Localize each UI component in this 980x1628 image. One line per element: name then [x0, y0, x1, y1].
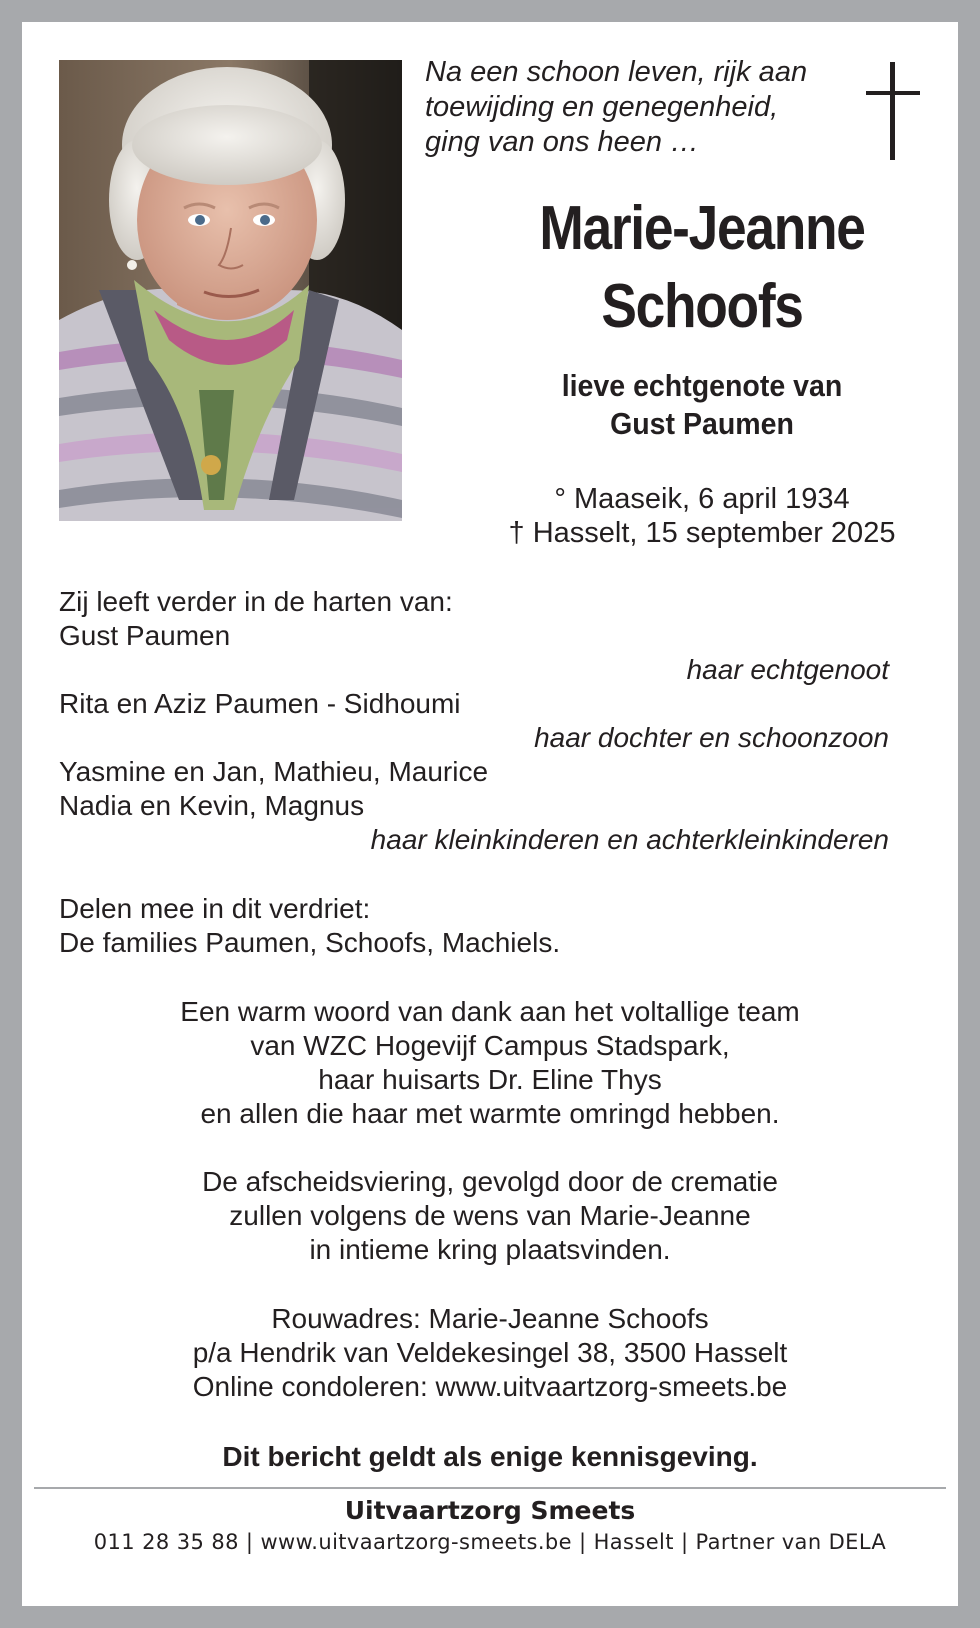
family-name: Nadia en Kevin, Magnus	[59, 790, 365, 821]
shared-grief	[59, 892, 889, 960]
ceremony-line: zullen volgens de wens van Marie-Jeanne	[229, 1200, 751, 1231]
funeral-home-contact: 011 28 35 88 | www.uitvaartzorg-smeets.be | Hasselt | Partner van DELA	[93, 1530, 887, 1554]
deceased-name	[461, 190, 943, 346]
intro-line: ging van ons heen …	[425, 126, 700, 158]
birth-date: ° Maaseik, 6 april 1934	[554, 483, 850, 515]
thanks-line: van WZC Hogevijf Campus Stadspark,	[250, 1030, 730, 1061]
notice-text: Dit bericht geldt als enige kennisgeving.	[222, 1441, 758, 1472]
footer-divider	[34, 1487, 946, 1489]
spouse-relation	[444, 367, 959, 443]
family-name: Rita en Aziz Paumen - Sidhoumi	[59, 688, 461, 719]
thanks-text	[22, 995, 958, 1131]
share-intro: Delen mee in dit verdriet:	[59, 893, 371, 924]
family-intro: Zij leeft verder in de harten van:	[59, 586, 453, 617]
address-line: p/a Hendrik van Veldekesingel 38, 3500 Hasselt	[192, 1337, 788, 1368]
portrait-photo	[59, 60, 402, 521]
address-line: Rouwadres: Marie-Jeanne Schoofs	[271, 1303, 709, 1334]
ceremony-text	[22, 1165, 958, 1267]
death-date: † Hasselt, 15 september 2025	[508, 517, 896, 549]
life-dates	[422, 482, 980, 550]
thanks-line: en allen die haar met warmte omringd hebben.	[200, 1098, 780, 1129]
family-name: Yasmine en Jan, Mathieu, Maurice	[59, 756, 489, 787]
ceremony-line: De afscheidsviering, gevolgd door de crematie	[202, 1166, 778, 1197]
ceremony-line: in intieme kring plaatsvinden.	[309, 1234, 671, 1265]
latin-cross-icon	[864, 62, 924, 164]
intro-line: toewijding en genegenheid,	[425, 91, 779, 123]
intro-text	[425, 55, 845, 160]
first-name: Marie-Jeanne	[539, 194, 865, 263]
relation-line: lieve echtgenote van	[561, 368, 843, 403]
family-relation: haar kleinkinderen en achterkleinkinderen	[370, 824, 889, 855]
funeral-home-name: Uitvaartzorg Smeets	[344, 1496, 636, 1525]
family-list	[59, 585, 889, 857]
intro-line: Na een schoon leven, rijk aan	[425, 56, 808, 88]
thanks-line: Een warm woord van dank aan het voltallige team	[180, 996, 800, 1027]
thanks-line: haar huisarts Dr. Eline Thys	[318, 1064, 662, 1095]
condolence-url: Online condoleren: www.uitvaartzorg-smeets.be	[192, 1371, 788, 1402]
share-families: De families Paumen, Schoofs, Machiels.	[59, 927, 561, 958]
obituary-card	[22, 22, 958, 1606]
spouse-name: Gust Paumen	[610, 406, 794, 441]
last-name: Schoofs	[601, 272, 803, 341]
family-relation: haar dochter en schoonzoon	[534, 722, 889, 753]
family-name: Gust Paumen	[59, 620, 231, 651]
mourning-address	[22, 1302, 958, 1404]
family-relation: haar echtgenoot	[686, 654, 889, 685]
